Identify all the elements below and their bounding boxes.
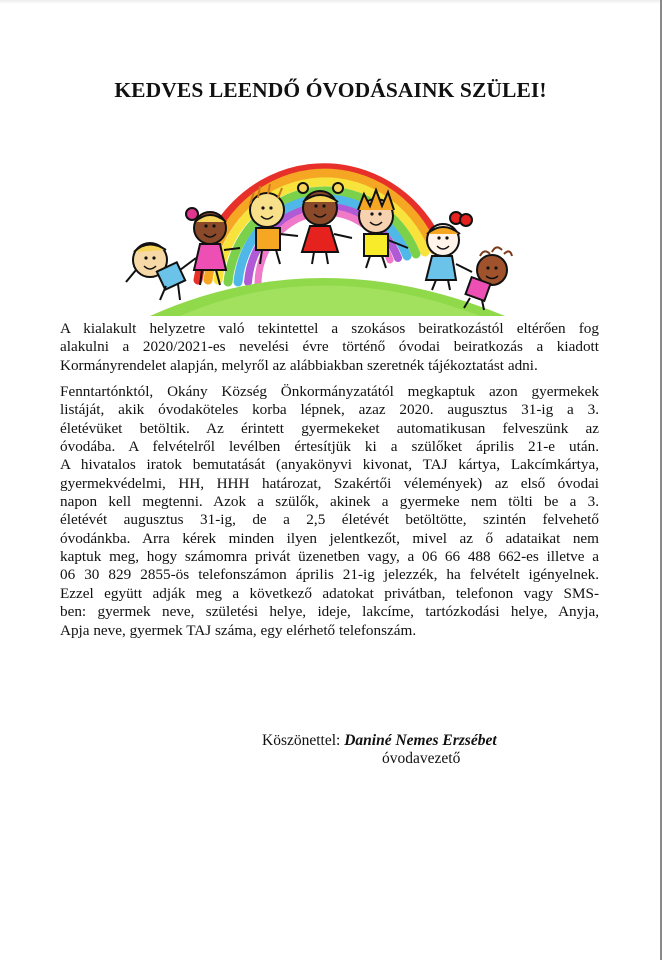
children-rainbow-illustration: [120, 130, 540, 320]
text-line: életévét augusztus 31-ig, de a 2,5 életévét betöltötte, szintén felvehető: [60, 511, 599, 529]
text-line: Fenntartónktól, Okány Község Önkormányzatától megkaptuk azon gyermekek: [60, 383, 599, 401]
signature-greeting: Köszönettel:: [262, 732, 345, 749]
paragraph-spacer: [60, 375, 599, 383]
text-line: 06 30 829 2855-ös telefonszámon április 21-ig jelezzék, ha felvételt igényelnek.: [60, 566, 599, 584]
document-title: KEDVES LEENDŐ ÓVODÁSAINK SZÜLEI!: [114, 78, 547, 102]
signature-block: [262, 732, 497, 768]
text-line: Kormányrendelet alapján, melyről az alábbiakban szeretnék tájékoztatást adni.: [60, 356, 538, 374]
text-line: ben: gyermek neve, születési helye, ideje, lakcíme, tartózkodási helye, Anyja,: [60, 603, 599, 621]
text-line: Ezzel együtt adják meg a következő adatokat privátban, telefonon vagy SMS-: [60, 584, 599, 602]
text-line: alakulni a 2020/2021-es nevelési évre történő óvodai beiratkozás a kiadott: [60, 338, 599, 356]
paragraph-intro: [60, 320, 599, 375]
page-right-border: [660, 0, 662, 960]
signature-role: óvodavezető: [382, 750, 461, 767]
text-line: A hivatalos iratok bemutatását (anyakönyvi kivonat, TAJ kártya, Lakcímkártya,: [60, 456, 599, 474]
paragraph-details: [60, 383, 599, 640]
page-top-shadow: [0, 0, 661, 4]
letter-body: [60, 320, 599, 640]
text-line: A kialakult helyzetre való tekintettel a szokásos beiratkozástól eltérően fog: [60, 320, 599, 337]
text-line: Apja neve, gyermek TAJ száma, egy elérhető telefonszám.: [60, 621, 417, 639]
text-line: listáját, akik óvodaköteles korba lépnek, azaz 2020. augusztus 31-ig a 3.: [60, 401, 599, 419]
signature-name: Daniné Nemes Erzsébet: [344, 732, 497, 749]
text-line: gyermekvédelmi, HH, HHH határozat, Szakértői vélemények) az első óvodai: [60, 474, 599, 492]
text-line: életévüket betöltik. Az érintett gyermekeket automatikusan felveszünk az: [60, 419, 599, 437]
text-line: kaptuk meg, hogy számomra privát üzenetben vagy, a 06 66 488 662-es illetve a: [60, 548, 599, 566]
text-line: napon kell megtenni. Azok a szülők, akinek a gyermeke nem tölti be a 3.: [60, 493, 599, 511]
text-line: óvodánkba. Arra kérek minden ilyen jelentkezőt, mivel az ő adataikat nem: [60, 529, 599, 547]
text-line: óvodába. A felvételről levélben értesítjük ki a szülőket április 21-e után.: [60, 438, 599, 456]
